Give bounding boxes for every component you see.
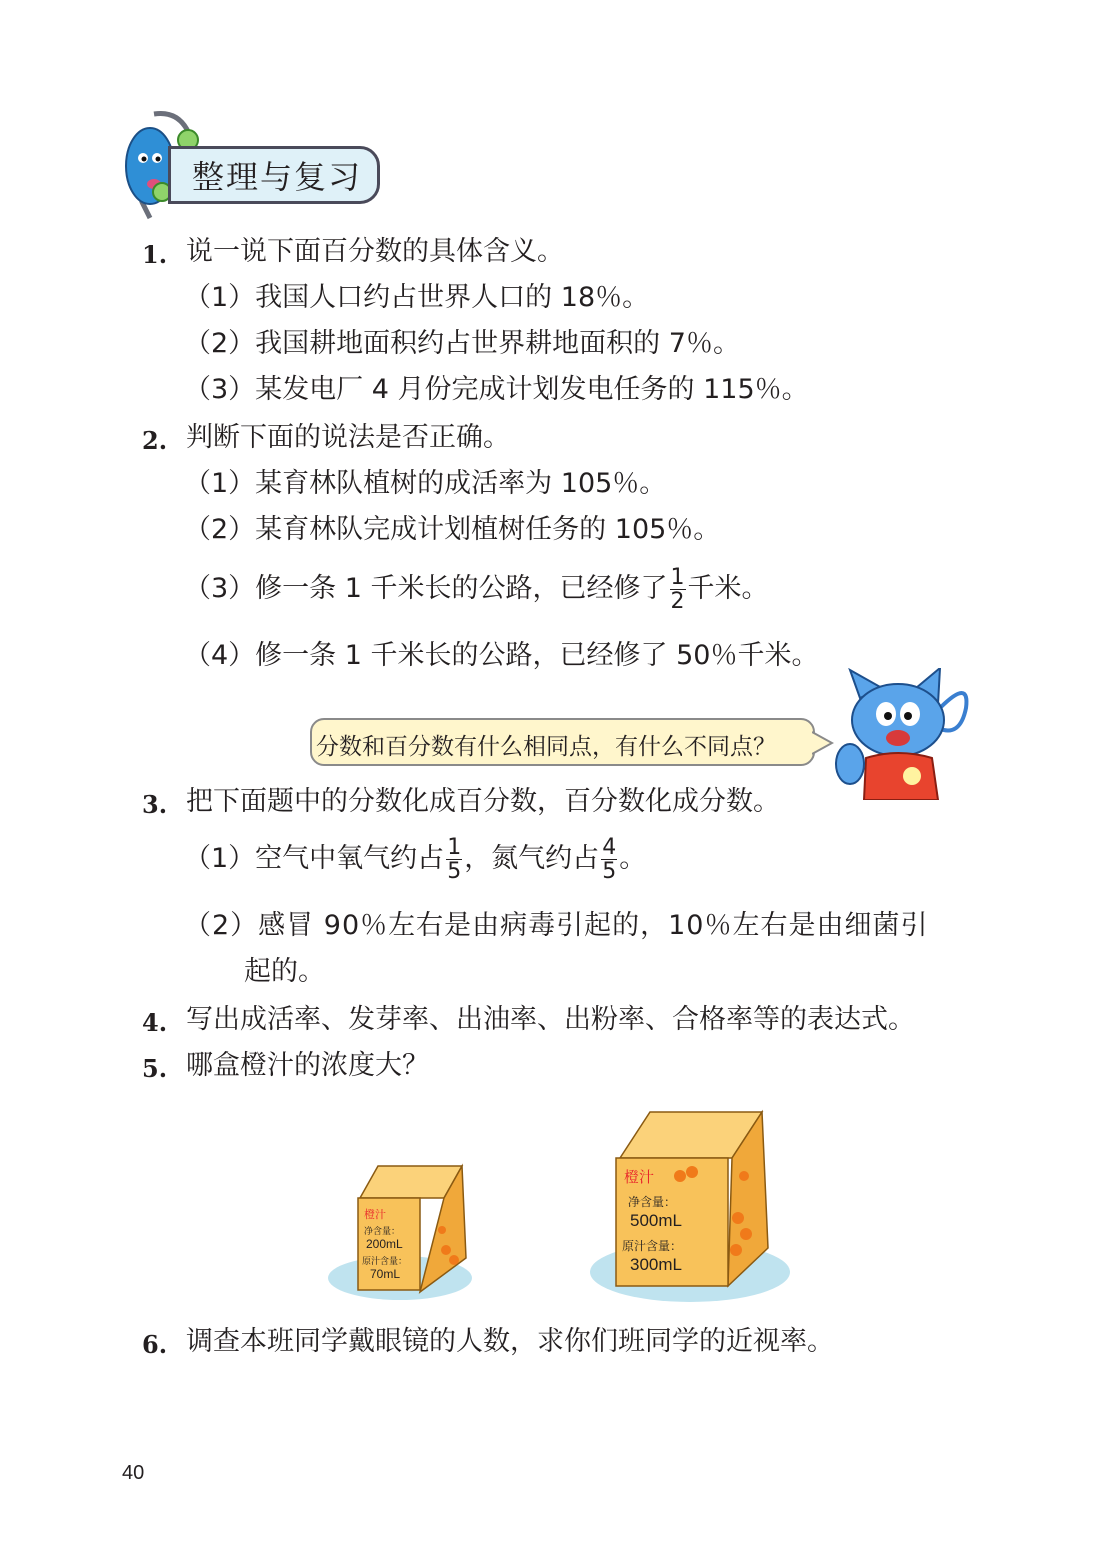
- question-4-number: 4.: [142, 1008, 168, 1037]
- question-3-item-1: [184, 836, 646, 883]
- question-2-item-2: （2）某育林队完成计划植树任务的 105％。: [184, 514, 721, 545]
- question-5-text: 哪盒橙汁的浓度大？: [186, 1050, 429, 1081]
- question-3-item-1-middle: ，氮气约占: [464, 843, 600, 875]
- fraction-numerator: 4: [602, 835, 617, 860]
- page-title: 整理与复习: [192, 158, 363, 196]
- small-box-brand: 橙汁: [364, 1208, 386, 1221]
- question-2-text: 判断下面的说法是否正确。: [186, 422, 510, 453]
- big-box-net-label: 净含量：: [628, 1195, 677, 1209]
- question-1-item-3: （3）某发电厂 4 月份完成计划发电任务的 115％。: [184, 374, 809, 405]
- question-1-item-1: （1）我国人口约占世界人口的 18％。: [184, 282, 650, 313]
- question-6-number: 6.: [142, 1330, 168, 1359]
- question-3-item-1-prefix: （1）空气中氧气约占: [184, 843, 445, 875]
- big-juice-box: [616, 1112, 768, 1286]
- cat-mascot-icon: [820, 668, 980, 800]
- question-1-text: 说一说下面百分数的具体含义。: [186, 236, 564, 267]
- speech-bubble-text: 分数和百分数有什么相同点，有什么不同点？: [316, 734, 776, 760]
- small-box-net-label: 净含量：: [364, 1227, 401, 1237]
- question-3-item-2-line-1: （2）感冒 90％左右是由病毒引起的，10％左右是由细菌引: [184, 910, 929, 941]
- question-3-item-2-line-2: 起的。: [244, 956, 325, 987]
- question-3-text: 把下面题中的分数化成百分数，百分数化成分数。: [186, 786, 780, 817]
- question-5-number: 5.: [142, 1054, 168, 1083]
- big-box-net-value: 500mL: [630, 1211, 682, 1230]
- question-6-text: 调查本班同学戴眼镜的人数，求你们班同学的近视率。: [186, 1326, 834, 1357]
- fraction-four-fifths: [601, 836, 617, 883]
- question-2-item-3-suffix: 千米。: [687, 573, 769, 605]
- question-2-item-3-prefix: （3）修一条 1 千米长的公路，已经修了: [184, 573, 668, 605]
- fraction-denominator: 5: [447, 859, 462, 885]
- small-box-net-value: 200mL: [366, 1237, 403, 1251]
- small-box-juice-value: 70mL: [370, 1267, 401, 1281]
- question-3-item-1-suffix: 。: [619, 843, 647, 875]
- question-3-number: 3.: [142, 790, 168, 819]
- question-1-item-2: （2）我国耕地面积约占世界耕地面积的 7％。: [184, 328, 740, 359]
- question-2-item-4: （4）修一条 1 千米长的公路，已经修了 50％千米。: [184, 640, 819, 671]
- fraction-one-half: [670, 566, 686, 613]
- big-box-juice-label: 原汁含量：: [622, 1239, 683, 1253]
- fraction-one-fifth: [446, 836, 462, 883]
- question-1-number: 1.: [142, 240, 168, 269]
- question-2-item-3: [184, 566, 769, 613]
- question-4-text: 写出成活率、发芽率、出油率、出粉率、合格率等的表达式。: [186, 1004, 915, 1035]
- page-number: 40: [122, 1462, 145, 1484]
- small-box-juice-label: 原汁含量：: [362, 1257, 408, 1267]
- question-2-item-1: （1）某育林队植树的成活率为 105％。: [184, 468, 667, 499]
- juice-boxes-illustration: [320, 1100, 790, 1320]
- fraction-denominator: 5: [602, 859, 617, 885]
- section-header: [110, 106, 390, 226]
- fraction-numerator: 1: [670, 565, 685, 590]
- big-box-brand: 橙汁: [624, 1168, 655, 1186]
- question-2-number: 2.: [142, 426, 168, 455]
- fraction-numerator: 1: [447, 835, 462, 860]
- fraction-denominator: 2: [670, 589, 685, 615]
- big-box-juice-value: 300mL: [630, 1255, 682, 1274]
